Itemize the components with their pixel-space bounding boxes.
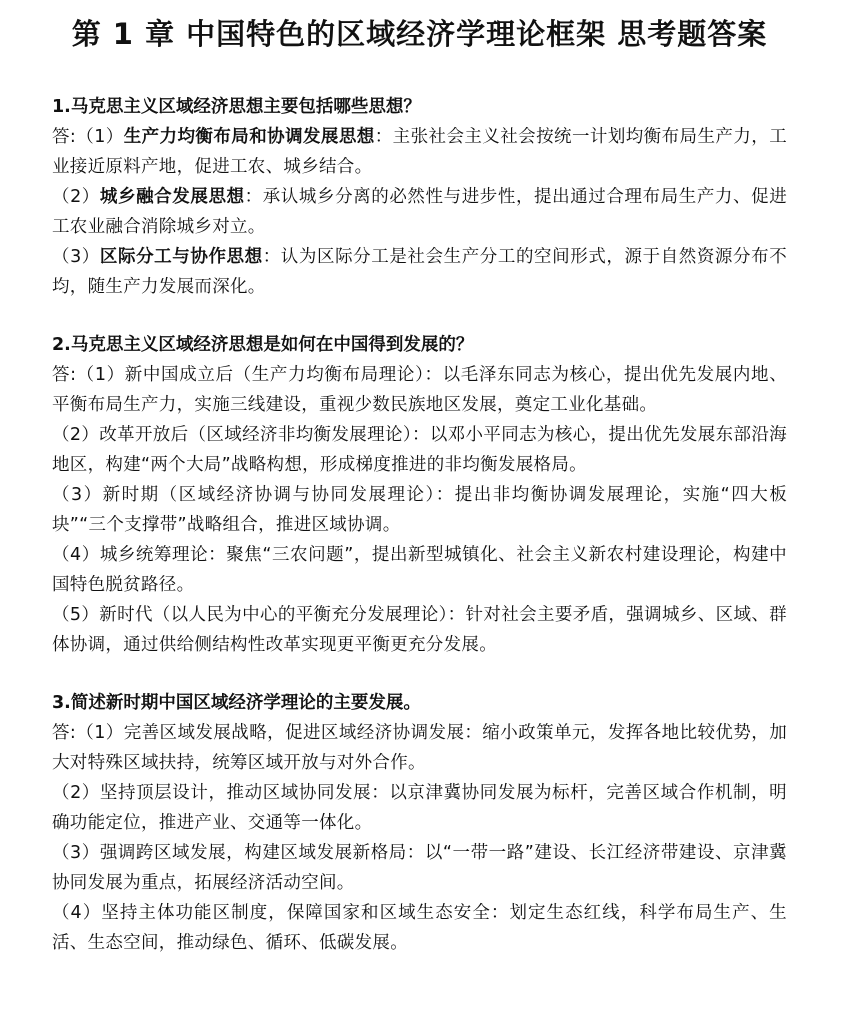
answer-key-term: 生产力均衡布局和协调发展思想 <box>123 127 375 147</box>
answer-item <box>52 778 787 838</box>
answer-text: 城乡统筹理论：聚焦“三农问题”，提出新型城镇化、社会主义新农村建设理论，构建中国特色脱贫路径。 <box>52 545 787 595</box>
answer-text: 强调跨区域发展，构建区域发展新格局：以“一带一路”建设、长江经济带建设、京津冀协同发展为重点，拓展经济活动空间。 <box>52 843 787 893</box>
answer-item <box>52 360 787 420</box>
answer-text: 新时代（以人民为中心的平衡充分发展理论）：针对社会主要矛盾，强调城乡、区域、群体协调，通过供给侧结构性改革实现更平衡更充分发展。 <box>52 605 787 655</box>
answer-prefix: （3） <box>52 843 100 863</box>
answer-item <box>52 480 787 540</box>
answer-item <box>52 122 787 182</box>
question-1 <box>52 92 787 302</box>
answer-prefix: （5） <box>52 605 100 625</box>
answer-prefix: （3） <box>52 485 103 505</box>
answer-text: ：认为区际分工是社会生产分工的空间形式，源于自然资源分布不均，随生产力发展而深化。 <box>52 247 787 297</box>
answer-item <box>52 540 787 600</box>
answer-prefix: （4） <box>52 545 100 565</box>
answer-prefix: （2） <box>52 187 100 207</box>
answer-text: 改革开放后（区域经济非均衡发展理论）：以邓小平同志为核心，提出优先发展东部沿海地区，构建“两个大局”战略构想，形成梯度推进的非均衡发展格局。 <box>52 425 787 475</box>
answer-item <box>52 718 787 778</box>
answer-text: 完善区域发展战略，促进区域经济协调发展：缩小政策单元，发挥各地比较优势，加大对特殊区域扶持，统筹区域开放与对外合作。 <box>52 723 787 773</box>
page-title: 第 1 章 中国特色的区域经济学理论框架 思考题答案 <box>71 17 768 51</box>
question-heading: 1.马克思主义区域经济思想主要包括哪些思想？ <box>52 97 421 117</box>
answer-prefix: （4） <box>52 903 102 923</box>
answer-text: 坚持主体功能区制度，保障国家和区域生态安全：划定生态红线，科学布局生产、生活、生态空间，推动绿色、循环、低碳发展。 <box>52 903 787 953</box>
answer-text: 新中国成立后（生产力均衡布局理论）：以毛泽东同志为核心，提出优先发展内地、平衡布局生产力，实施三线建设，重视少数民族地区发展，奠定工业化基础。 <box>52 365 788 415</box>
answer-text: ：承认城乡分离的必然性与进步性，提出通过合理布局生产力、促进工农业融合消除城乡对立。 <box>52 187 787 237</box>
answer-key-term: 城乡融合发展思想 <box>99 187 245 207</box>
answer-prefix: 答:（1） <box>52 127 124 147</box>
answer-item <box>52 182 787 242</box>
question-2 <box>52 330 787 660</box>
answer-item <box>52 420 787 480</box>
answer-prefix: 答:（1） <box>52 365 125 385</box>
answer-item <box>52 898 787 958</box>
answer-key-term: 区际分工与协作思想 <box>99 247 263 267</box>
answer-prefix: 答:（1） <box>52 723 124 743</box>
answer-text: 新时期（区域经济协调与协同发展理论）：提出非均衡协调发展理论，实施“四大板块”“三个支撑带”战略组合，推进区域协调。 <box>52 485 787 535</box>
question-heading: 2.马克思主义区域经济思想是如何在中国得到发展的？ <box>52 335 474 355</box>
answer-item <box>52 838 787 898</box>
answer-prefix: （2） <box>52 425 100 445</box>
answer-text: ：主张社会主义社会按统一计划均衡布局生产力，工业接近原料产地，促进工农、城乡结合。 <box>52 127 787 177</box>
question-3 <box>52 688 787 958</box>
answer-item <box>52 242 787 302</box>
answer-prefix: （3） <box>52 247 100 267</box>
answer-prefix: （2） <box>52 783 100 803</box>
answer-text: 坚持顶层设计，推动区域协同发展：以京津冀协同发展为标杆，完善区域合作机制，明确功能定位，推进产业、交通等一体化。 <box>52 783 787 833</box>
question-heading: 3.简述新时期中国区域经济学理论的主要发展。 <box>52 693 421 713</box>
answer-item <box>52 600 787 660</box>
